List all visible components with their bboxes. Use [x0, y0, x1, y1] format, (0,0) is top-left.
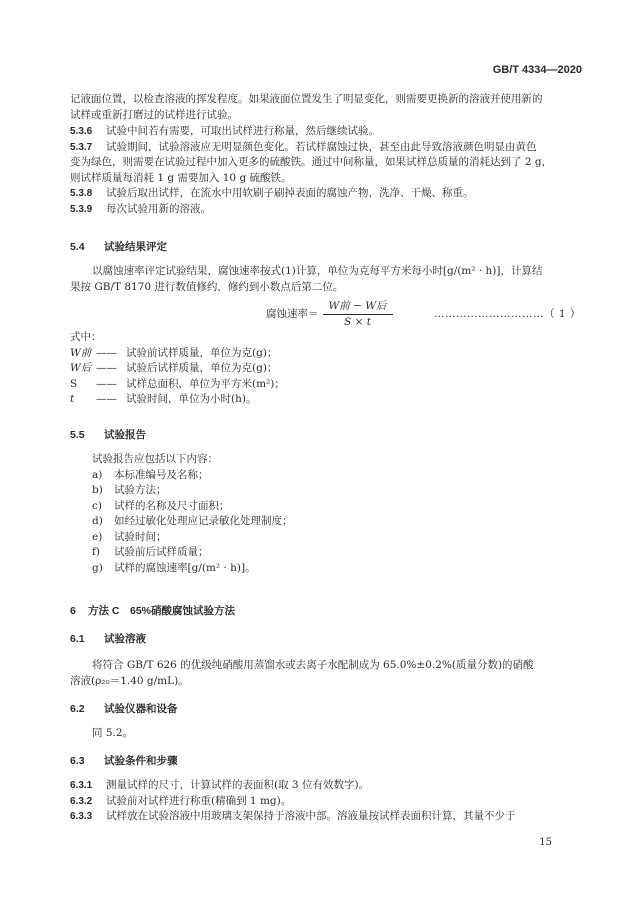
- text-line: 果按 GB/T 8170 进行数值修约，修约到小数点后第二位。: [70, 280, 344, 293]
- clause-number: 6.3.2: [70, 795, 93, 807]
- symbol-row: S —— 试样总面积，单位为平方米(m²)；: [70, 377, 580, 393]
- chapter-number: 6: [70, 605, 76, 617]
- list-item: b) 试验方法；: [92, 484, 167, 496]
- clause-text: 试验前对试样进行称重(精确到 1 mg)。: [106, 794, 292, 807]
- text-line: 试样或重新打磨过的试样进行试验。: [70, 108, 238, 121]
- symbol: W后: [70, 362, 92, 374]
- list-item: e) 试验时间；: [92, 530, 167, 543]
- clause-text-cont: 变为绿色，则需要在试验过程中加入更多的硫酸铁。通过中间称量，如果试样总质量的消耗达到了 2 g，: [70, 156, 553, 168]
- text-line: 以腐蚀速率评定试验结果，腐蚀速率按式(1)计算，单位为克每平方米每小时[g/(m² · h)]，计算结: [92, 265, 543, 277]
- clause-number: 5.3.8: [70, 188, 93, 199]
- section-heading-5-5: [70, 428, 580, 444]
- section-number: 6.3: [70, 755, 85, 767]
- symbol: W前: [70, 346, 92, 359]
- list-item: g) 试样的腐蚀速率[g/(m² · h)]。: [92, 561, 256, 574]
- section-heading-5-4: [70, 240, 580, 256]
- text-line: 记液面位置，以检查溶液的挥发程度。如果液面位置发生了明显变化，则需要更换新的溶液并使用新的: [70, 93, 543, 105]
- section-title: 试验条件和步骤: [104, 755, 178, 767]
- clause-text: 试验期间，试验溶液应无明显颜色变化。若试样腐蚀过快，甚至由此导致溶液颜色明显由黄色: [106, 140, 537, 153]
- symbol-definitions: [70, 330, 580, 408]
- formula-denominator: S × t: [344, 316, 371, 328]
- section-title: 试验溶液: [104, 633, 146, 645]
- clause-5-3-6: [70, 124, 580, 140]
- clause-6-3-3: [70, 809, 580, 825]
- section-number: 6.1: [70, 633, 85, 645]
- clause-5-3-8: [70, 186, 580, 202]
- clause-text: 每次试验用新的溶液。: [106, 202, 211, 215]
- symbol: S: [70, 377, 78, 390]
- chapter-title: 方法 C 65%硝酸腐蚀试验方法: [88, 605, 236, 617]
- symbol-description: 试验时间，单位为小时(h)。: [126, 393, 257, 405]
- clause-number: 5.3.7: [70, 141, 93, 153]
- list-item: d) 如经过敏化处理应记录敏化处理制度；: [92, 515, 293, 527]
- clause-6-3-1: [70, 778, 580, 794]
- clause-text-cont: 则试样质量每消耗 1 g 需要加入 10 g 硫酸铁。: [70, 171, 292, 184]
- clause-5-3-7: [70, 140, 580, 156]
- clause-5-3-9: [70, 202, 580, 218]
- clause-number: 5.3.9: [70, 203, 93, 215]
- list-item: c) 试样的名称及尺寸面积；: [92, 499, 230, 512]
- section-number: 5.4: [70, 241, 85, 253]
- text-line: 将符合 GB/T 626 的优级纯硝酸用蒸馏水或去离子水配制成为 65.0%±0.2%(质量分数)的硝酸: [92, 659, 534, 671]
- page-number: 15: [539, 837, 552, 848]
- list-item: f) 试验前后试样质量；: [92, 546, 209, 558]
- section-heading-6-2: [70, 702, 580, 718]
- clause-text: 测量试样的尺寸，计算试样的表面积(取 3 位有效数字)。: [106, 779, 370, 791]
- where-label: 式中：: [70, 331, 102, 343]
- symbol-row: t —— 试验时间，单位为小时(h)。: [70, 392, 580, 408]
- section-number: 6.2: [70, 703, 85, 715]
- section-title: 试验仪器和设备: [104, 703, 178, 715]
- clauses-6-3: [70, 778, 580, 825]
- continuation-paragraph: [70, 92, 580, 123]
- equation-number: …………………………（ 1 ）: [434, 308, 581, 320]
- symbol-description: 试样总面积，单位为平方米(m²)；: [126, 377, 285, 390]
- section-title: 试验报告: [104, 429, 146, 441]
- formula-lhs: 腐蚀速率＝: [266, 307, 319, 320]
- symbol-description: 试验前试样质量，单位为克(g)；: [126, 346, 278, 359]
- section-title: 试验结果评定: [104, 241, 167, 253]
- formula-fraction: [323, 298, 393, 328]
- clause-text: 试验后取出试样，在流水中用软刷子刷掉表面的腐蚀产物，洗净、干燥、称重。: [106, 187, 474, 199]
- text-line: 同 5.2。: [92, 727, 134, 739]
- formula-numerator: W前 − W后: [323, 298, 393, 315]
- symbol-row: W前 —— 试验前试样质量，单位为克(g)；: [70, 346, 580, 362]
- section-heading-6-1: [70, 632, 580, 648]
- clause-number: 6.3.3: [70, 811, 93, 822]
- clause-number: 5.3.6: [70, 126, 93, 137]
- paragraph-5-4: [70, 264, 580, 295]
- section-heading-6-3: [70, 754, 580, 770]
- report-intro: 试验报告应包括以下内容：: [92, 453, 218, 465]
- text-line: 溶液(ρ₂₀＝1.40 g/mL)。: [70, 674, 189, 687]
- clause-number: 6.3.1: [70, 780, 93, 791]
- paragraph-6-2: [70, 726, 580, 742]
- standard-code: GB/T 4334—2020: [492, 64, 582, 76]
- clause-text: 试验中间若有需要，可取出试样进行称量，然后继续试验。: [106, 125, 379, 137]
- symbol-row: W后 —— 试验后试样质量，单位为克(g)；: [70, 361, 580, 377]
- corrosion-rate-formula: [266, 298, 393, 328]
- symbol-description: 试验后试样质量，单位为克(g)；: [126, 362, 278, 374]
- clause-6-3-2: [70, 794, 580, 810]
- report-contents: [70, 452, 580, 576]
- symbol: t: [70, 393, 75, 405]
- section-number: 5.5: [70, 429, 85, 441]
- chapter-heading-6: [70, 604, 580, 620]
- clause-text: 试样放在试验溶液中用玻璃支架保持于溶液中部。溶液量按试样表面积计算，其量不少于: [106, 810, 516, 822]
- list-item: a) 本标准编号及名称；: [92, 468, 209, 481]
- clauses-5-3: [70, 124, 580, 217]
- paragraph-6-1: [70, 658, 580, 689]
